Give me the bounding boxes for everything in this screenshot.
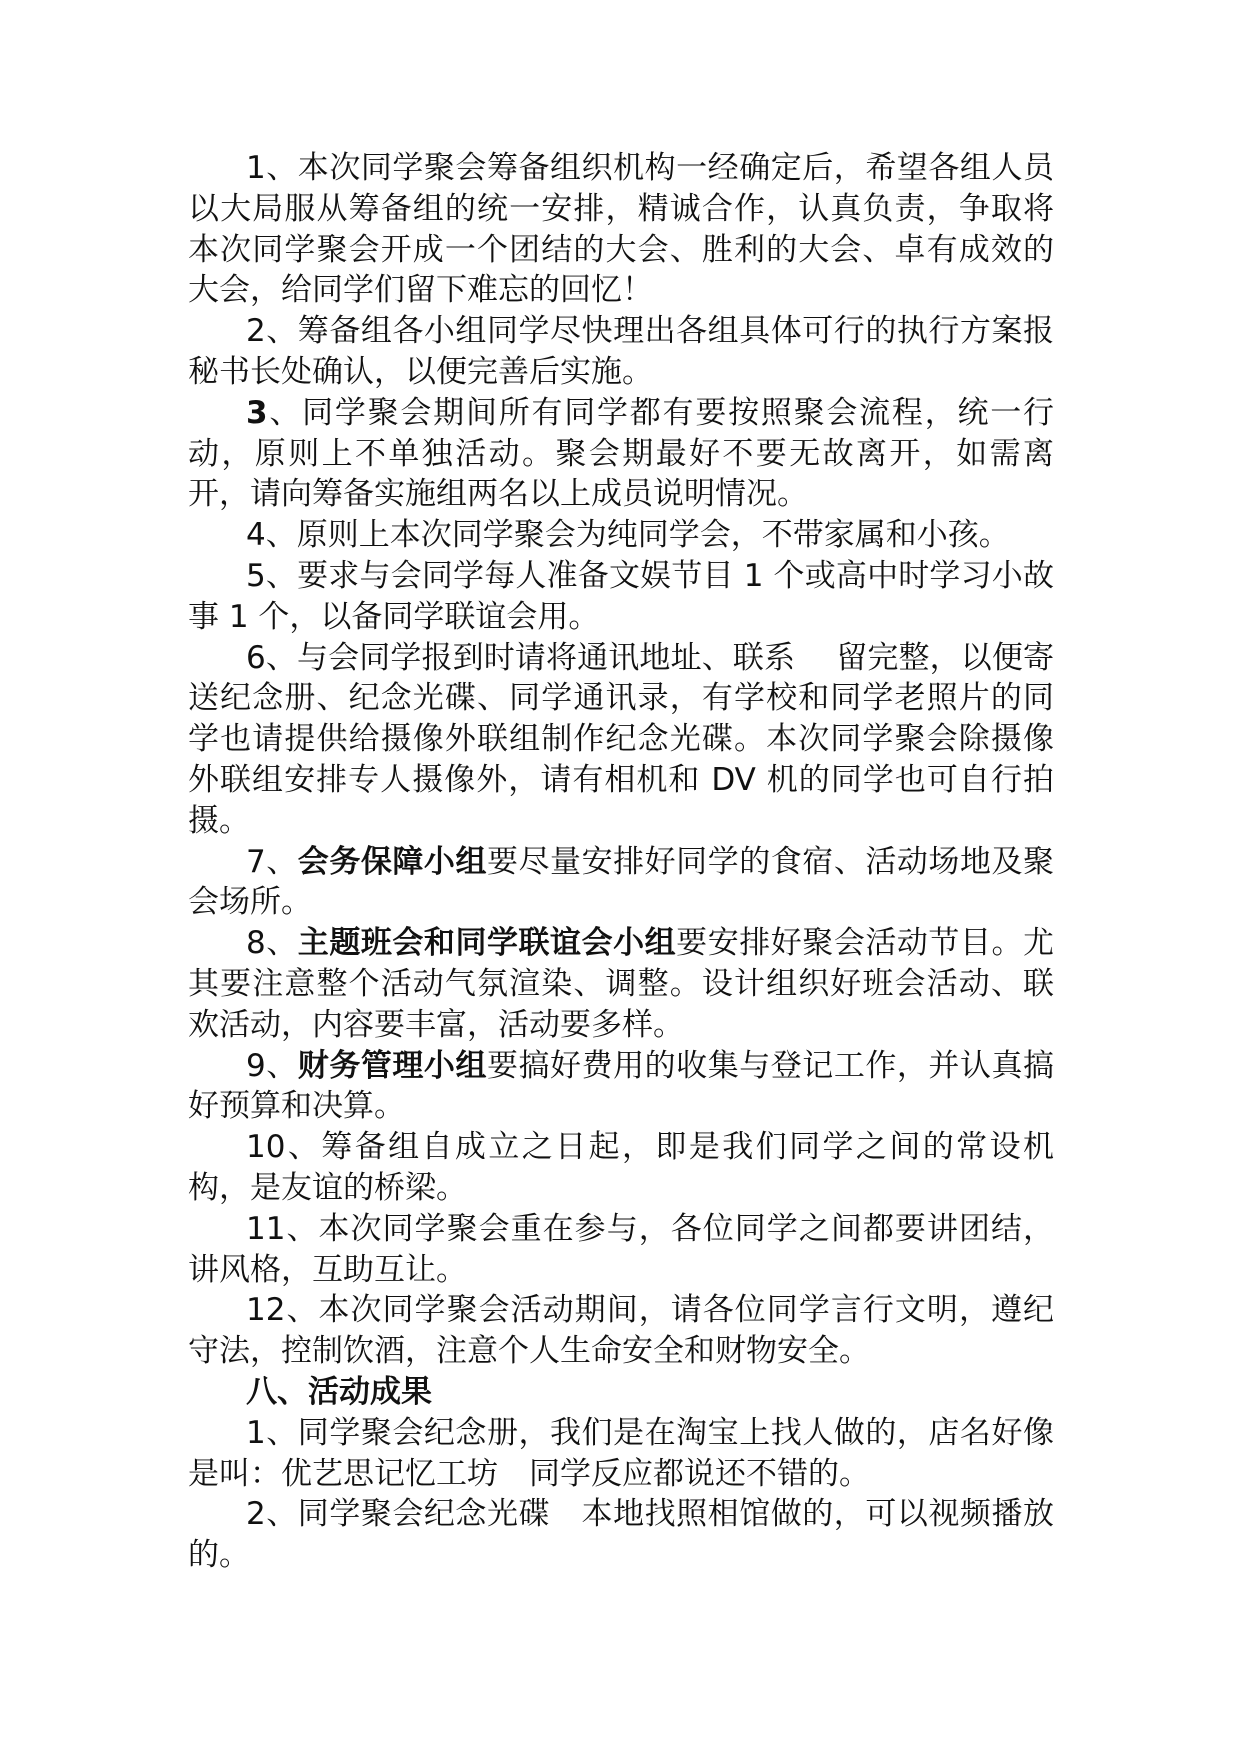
text-run: 要尽量安排好同学的食宿、活动场地及聚会场所。 [188, 843, 1055, 921]
paragraph [188, 1046, 1054, 1128]
bold-text-run: 财务管理小组 [297, 1047, 487, 1084]
paragraph [188, 1494, 1054, 1576]
text-run: 6、与会同学报到时请将通讯地址、联系 留完整，以便寄送纪念册、纪念光碟、同学通讯录，有学校和同学老照片的同学也请提供给摄像外联组制作纪念光碟。本次同学聚会除摄像外联组安排专人摄像外，请有相机和 DV 机的同学也可自行拍摄。 [188, 639, 1054, 839]
bold-text-run: 主题班会和同学联谊会小组 [297, 925, 677, 962]
text-run: 要搞好费用的收集与登记工作，并认真搞好预算和决算。 [188, 1047, 1055, 1125]
text-run: 9、 [246, 1047, 298, 1084]
text-run: 12、本次同学聚会活动期间，请各位同学言行文明，遵纪守法，控制饮酒，注意个人生命安全和财物安全。 [188, 1292, 1054, 1370]
text-run: 5、要求与会同学每人准备文娱节目 1 个或高中时学习小故事 1 个，以备同学联谊会用。 [188, 557, 1054, 635]
paragraph [188, 1413, 1054, 1495]
text-run: 10、筹备组自成立之日起，即是我们同学之间的常设机构，是友谊的桥梁。 [188, 1129, 1054, 1206]
paragraph [188, 393, 1054, 515]
paragraph [188, 1127, 1054, 1209]
text-run: 11、本次同学聚会重在参与，各位同学之间都要讲团结，讲风格，互助互让。 [188, 1210, 1054, 1288]
text-run: 1、本次同学聚会筹备组织机构一经确定后，希望各组人员以大局服从筹备组的统一安排，精诚合作，认真负责，争取将本次同学聚会开成一个团结的大会、胜利的大会、卓有成效的大会，给同学们留下难忘的回忆！ [188, 150, 1054, 309]
bold-text-run: 3 [246, 394, 268, 431]
text-run: 1、同学聚会纪念册，我们是在淘宝上找人做的，店名好像是叫：优艺思记忆工坊 同学反应都说还不错的。 [188, 1414, 1054, 1492]
paragraph [188, 923, 1054, 1045]
paragraph [188, 1209, 1054, 1291]
paragraph [188, 842, 1054, 924]
bold-text-run: 八、活动成果 [246, 1373, 432, 1410]
text-run: 要安排好聚会活动节目。尤其要注意整个活动气氛渲染、调整。设计组织好班会活动、联欢活动，内容要丰富，活动要多样。 [188, 925, 1055, 1043]
text-run: 、同学聚会期间所有同学都有要按照聚会流程，统一行动，原则上不单独活动。聚会期最好不要无故离开，如需离开，请向筹备实施组两名以上成员说明情况。 [188, 394, 1054, 513]
paragraph [188, 1290, 1054, 1372]
paragraph [188, 638, 1054, 842]
text-run: 2、筹备组各小组同学尽快理出各组具体可行的执行方案报秘书长处确认，以便完善后实施。 [188, 313, 1054, 390]
document-page [188, 148, 1054, 1576]
section-heading [188, 1372, 1054, 1413]
paragraph [188, 515, 1054, 556]
paragraph [188, 311, 1054, 393]
text-run: 4、原则上本次同学聚会为纯同学会，不带家属和小孩。 [246, 517, 1010, 554]
text-run: 8、 [246, 925, 298, 962]
bold-text-run: 会务保障小组 [297, 843, 487, 880]
paragraph [188, 148, 1054, 311]
text-run: 7、 [246, 843, 298, 880]
text-run: 2、同学聚会纪念光碟 本地找照相馆做的，可以视频播放的。 [188, 1496, 1054, 1574]
paragraph [188, 556, 1054, 638]
